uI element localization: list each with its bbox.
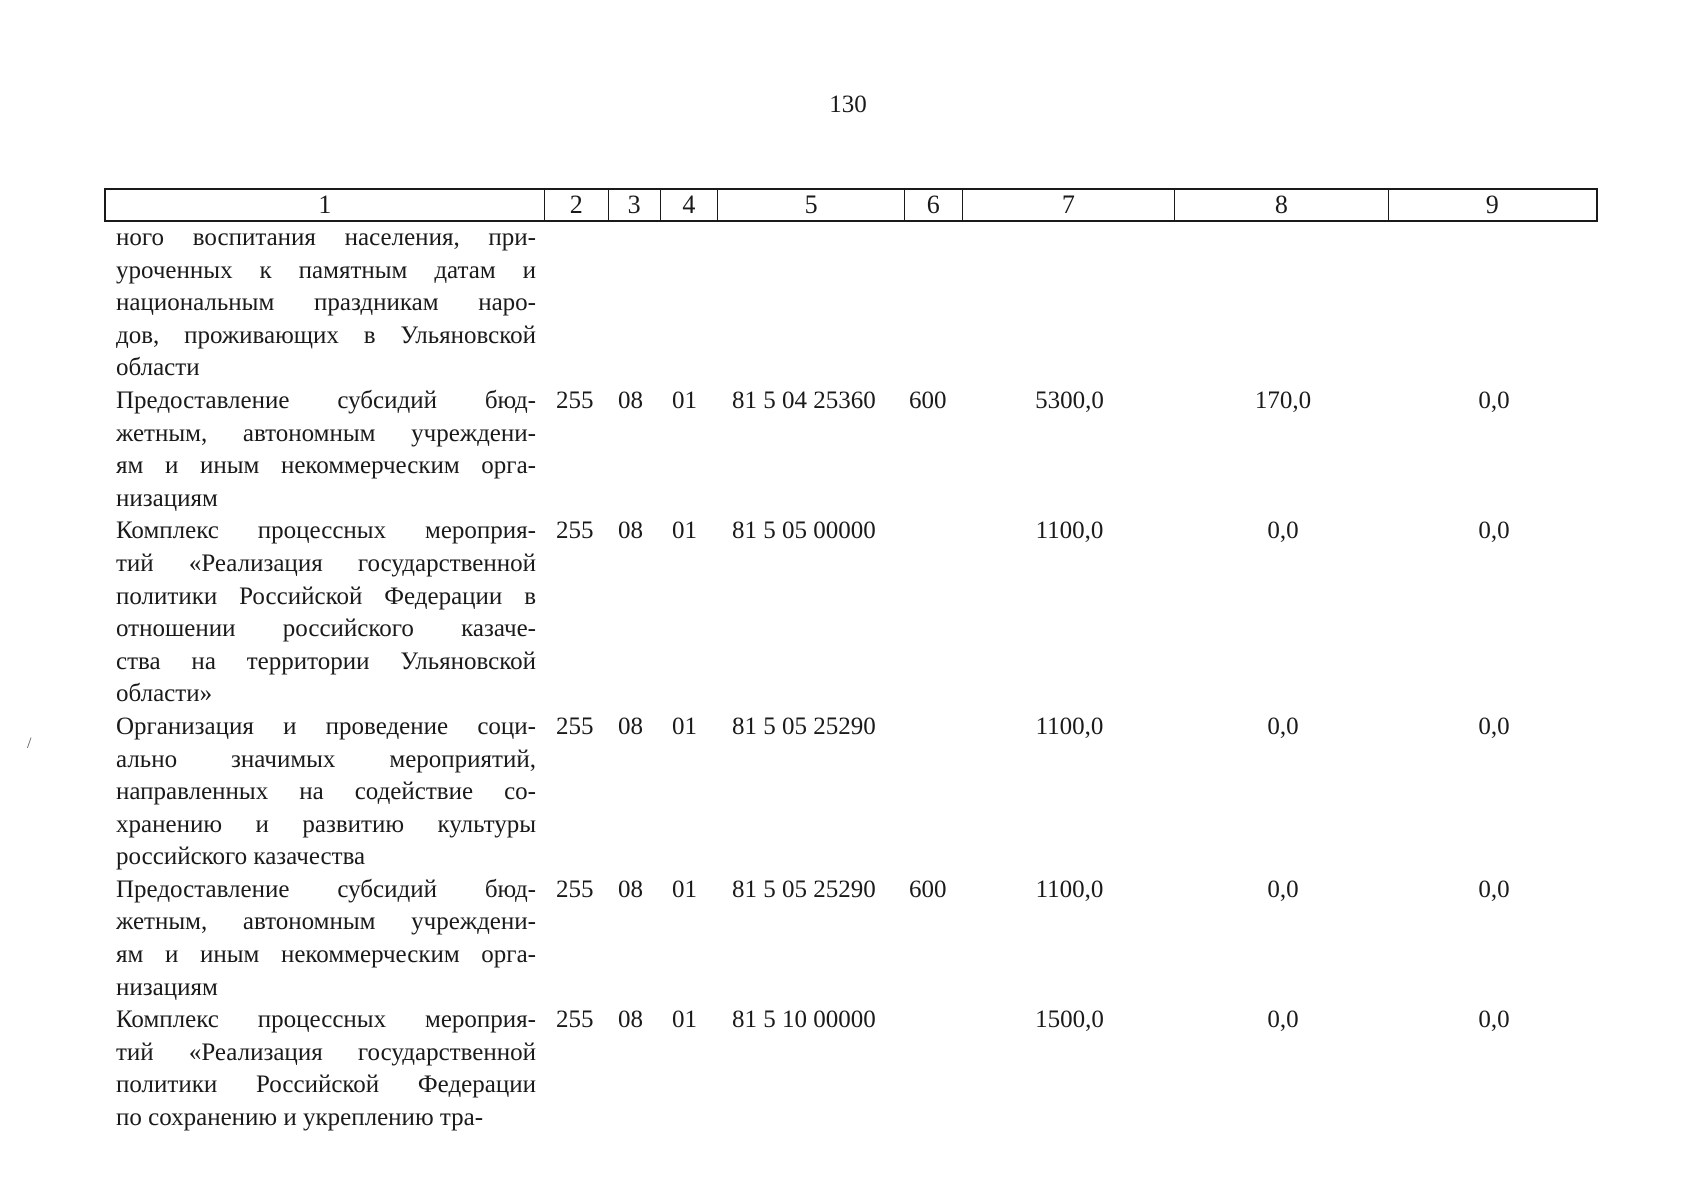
- cell-name-line: низациям: [116, 484, 218, 512]
- cell-code-subsection: 01: [672, 386, 697, 414]
- cell-name-line: низациям: [116, 973, 218, 1001]
- cell-name: [104, 874, 544, 1004]
- cell-amount-7: 1500,0: [1035, 1006, 1104, 1034]
- cell-name-line: уроченных к памятным датам и: [116, 256, 536, 284]
- cell-code-section: 08: [618, 1006, 643, 1034]
- cell-name: [104, 222, 544, 385]
- cell-amount-7: 1100,0: [1035, 875, 1104, 903]
- cell-name-line: Комплекс процессных мероприя-: [116, 517, 536, 545]
- cell-name-line: национальным праздникам наро-: [116, 289, 536, 317]
- cell-name: [104, 385, 544, 515]
- header-col-5: 5: [718, 190, 905, 220]
- cell-amount-9: 0,0: [1478, 875, 1510, 903]
- header-col-2: 2: [545, 190, 609, 220]
- cell-amount-8: 0,0: [1267, 1006, 1299, 1034]
- cell-code-target: 81 5 05 00000: [732, 517, 876, 545]
- cell-code-section: 08: [618, 712, 643, 740]
- cell-code-admin: 255: [556, 875, 594, 903]
- cell-amount-7: 1100,0: [1035, 712, 1104, 740]
- cell-name-line: области: [116, 354, 200, 382]
- stray-mark: /: [27, 735, 32, 752]
- cell-amount-8: 0,0: [1267, 517, 1299, 545]
- cell-name-line: дов, проживающих в Ульяновской: [116, 321, 536, 349]
- table-row: [104, 515, 1598, 711]
- cell-amount-8: 0,0: [1267, 712, 1299, 740]
- table-row: [104, 385, 1598, 515]
- cell-amount-9: 0,0: [1478, 712, 1510, 740]
- cell-name-line: тий «Реализация государственной: [116, 549, 536, 577]
- cell-code-admin: 255: [556, 386, 594, 414]
- cell-amount-7: 5300,0: [1035, 386, 1104, 414]
- cell-name-line: тий «Реализация государственной: [116, 1038, 536, 1066]
- page-number: 130: [829, 91, 867, 118]
- cell-name-line: ного воспитания населения, при-: [116, 224, 536, 251]
- header-col-7: 7: [963, 190, 1175, 220]
- cell-name: [104, 515, 544, 711]
- table-row: [104, 874, 1598, 1004]
- cell-amount-9: 0,0: [1478, 1006, 1510, 1034]
- cell-name-line: по сохранению и укреплению тра-: [116, 1104, 484, 1132]
- header-col-4: 4: [661, 190, 719, 220]
- header-col-9: 9: [1485, 190, 1499, 219]
- table-body: [104, 222, 1598, 1135]
- cell-amount-9: 0,0: [1478, 386, 1510, 414]
- cell-name: [104, 711, 544, 874]
- cell-amount-7: 1100,0: [1035, 517, 1104, 545]
- cell-amount-8: 0,0: [1267, 875, 1299, 903]
- table-row: [104, 222, 1598, 385]
- cell-name-line: жетным, автономным учреждени-: [116, 419, 536, 447]
- header-col-1: 1: [106, 190, 545, 220]
- cell-code-admin: 255: [556, 712, 594, 740]
- cell-code-admin: 255: [556, 1006, 594, 1034]
- cell-name: [104, 1004, 544, 1134]
- cell-code-expense: 600: [909, 875, 947, 903]
- cell-name-line: Предоставление субсидий бюд-: [116, 386, 536, 414]
- cell-name-line: области»: [116, 680, 213, 708]
- table-row: [104, 711, 1598, 874]
- cell-amount-9: 0,0: [1478, 517, 1510, 545]
- cell-name-line: политики Российской Федерации: [116, 1071, 536, 1099]
- cell-name-line: отношении российского казаче-: [116, 615, 536, 643]
- cell-name-line: Предоставление субсидий бюд-: [116, 875, 536, 903]
- cell-name-line: ям и иным некоммерческим орга-: [116, 452, 536, 480]
- cell-code-section: 08: [618, 517, 643, 545]
- cell-name-line: Комплекс процессных мероприя-: [116, 1006, 536, 1034]
- cell-name-line: жетным, автономным учреждени-: [116, 908, 536, 936]
- cell-code-target: 81 5 10 00000: [732, 1006, 876, 1034]
- cell-name-line: направленных на содействие со-: [116, 778, 536, 806]
- cell-name-line: ально значимых мероприятий,: [116, 745, 536, 773]
- cell-code-subsection: 01: [672, 875, 697, 903]
- cell-name-line: политики Российской Федерации в: [116, 582, 536, 610]
- cell-code-admin: 255: [556, 517, 594, 545]
- cell-code-subsection: 01: [672, 1006, 697, 1034]
- cell-code-subsection: 01: [672, 712, 697, 740]
- header-col-6: 6: [905, 190, 963, 220]
- cell-code-section: 08: [618, 875, 643, 903]
- cell-name-line: хранению и развитию культуры: [116, 810, 536, 838]
- table-header-row: [104, 188, 1598, 222]
- cell-code-target: 81 5 05 25290: [732, 712, 876, 740]
- cell-name-line: российского казачества: [116, 843, 366, 871]
- header-col-8: 8: [1175, 190, 1388, 220]
- cell-code-expense: 600: [909, 386, 947, 414]
- cell-name-line: Организация и проведение соци-: [116, 712, 536, 740]
- table-row: [104, 1004, 1598, 1134]
- cell-amount-8: 170,0: [1254, 386, 1312, 414]
- cell-name-line: ства на территории Ульяновской: [116, 647, 536, 675]
- cell-code-subsection: 01: [672, 517, 697, 545]
- header-col-3: 3: [609, 190, 661, 220]
- cell-code-target: 81 5 05 25290: [732, 875, 876, 903]
- cell-name-line: ям и иным некоммерческим орга-: [116, 941, 536, 969]
- cell-code-target: 81 5 04 25360: [732, 386, 876, 414]
- cell-code-section: 08: [618, 386, 643, 414]
